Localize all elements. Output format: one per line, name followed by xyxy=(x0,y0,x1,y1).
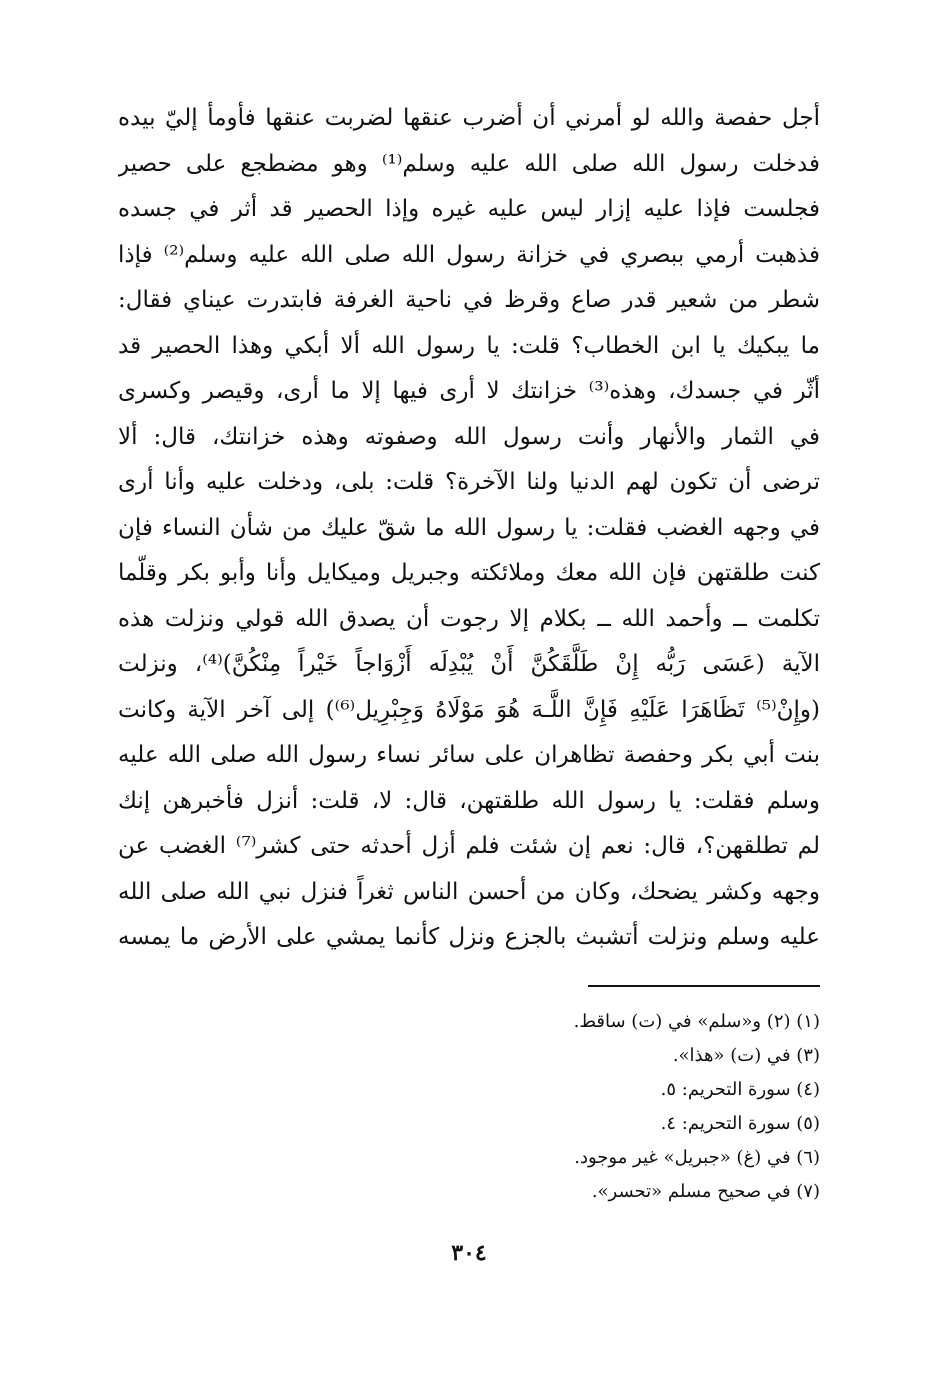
footnote-divider xyxy=(588,985,820,987)
text-line: شطر من شعير قدر صاع وقرظ في ناحية الغرفة فابتدرت عيناي فقال: xyxy=(118,287,820,313)
text-line: وجهه وكشر يضحك، وكان من أحسن الناس ثغراً فنزل نبي الله صلى الله xyxy=(118,878,820,905)
text-line: في وجهه الغضب فقلت: يا رسول الله ما شقّ عليك من شأن النساء فإن xyxy=(118,514,820,541)
text-line: (وإِنْ⁽⁵⁾ تَظَاهَرَا عَلَيْهِ فَإِنَّ اللَّـهَ هُوَ مَوْلَاهُ وَجِبْرِيل⁽⁶⁾) إلى آخر الآية وكانت xyxy=(118,696,820,723)
page-number: ٣٠٤ xyxy=(451,1240,487,1266)
text-line: تكلمت ــ وأحمد الله ــ بكلام إلا رجوت أن يصدق الله قولي ونزلت هذه xyxy=(118,605,820,632)
footnotes xyxy=(300,1005,820,1209)
text-line: كنت طلقتهن فإن الله معك وملائكته وجبريل وميكايل وأنا وأبو بكر وقلّما xyxy=(118,560,820,586)
footnote-item: (٥) سورة التحريم: ٤. xyxy=(660,1113,820,1134)
footnote-item: (٧) في صحيح مسلم «تحسر». xyxy=(591,1181,820,1202)
footnote-item: (١) (٢) و«سلم» في (ت) ساقط. xyxy=(573,1011,820,1032)
text-line: بنت أبي بكر وحفصة تظاهران على سائر نساء رسول الله صلى الله عليه xyxy=(118,742,820,768)
footnote-item: (٣) في (ت) «هذا». xyxy=(672,1045,820,1066)
text-line: وسلم فقلت: يا رسول الله طلقتهن، قال: لا، قلت: أنزل فأخبرهن إنك xyxy=(118,787,820,814)
text-line: الآية (عَسَى رَبُّه إِنْ طَلَّقَكُنَّ أَنْ يُبْدِلَه أَزْوَاجاً خَيْراً مِنْكُنَّ)⁽⁴⁾، ونزلت xyxy=(118,651,820,677)
main-text xyxy=(118,96,820,961)
text-line: في الثمار والأنهار وأنت رسول الله وصفوته وهذه خزانتك، قال: ألا xyxy=(118,423,820,450)
text-line: فدخلت رسول الله صلى الله عليه وسلم⁽¹⁾ وهو مضطجع على حصير xyxy=(118,150,820,177)
text-line: لم تطلقهن؟، قال: نعم إن شئت فلم أزل أحدثه حتى كشر⁽⁷⁾ الغضب عن xyxy=(118,833,820,859)
footnote-item: (٤) سورة التحريم: ٥. xyxy=(660,1079,820,1100)
text-line: ما يبكيك يا ابن الخطاب؟ قلت: يا رسول الله ألا أبكي وهذا الحصير قد xyxy=(118,332,820,359)
text-line: أجل حفصة والله لو أمرني أن أضرب عنقها لضربت عنقها فأومأ إليّ بيده xyxy=(118,105,820,131)
text-line: فجلست فإذا عليه إزار ليس عليه غيره وإذا الحصير قد أثر في جسده xyxy=(118,196,820,222)
text-line: أثّر في جسدك، وهذه⁽³⁾ خزانتك لا أرى فيها إلا ما أرى، وقيصر وكسرى xyxy=(118,378,820,404)
text-line: ترضى أن تكون لهم الدنيا ولنا الآخرة؟ قلت: بلى، ودخلت عليه وأنا أرى xyxy=(118,469,820,495)
text-line: عليه وسلم ونزلت أتشبث بالجزع ونزل كأنما يمشي على الأرض ما يمسه xyxy=(118,924,820,950)
footnote-item: (٦) في (غ) «جبريل» غير موجود. xyxy=(574,1147,820,1168)
text-line: فذهبت أرمي ببصري في خزانة رسول الله صلى الله عليه وسلم⁽²⁾ فإذا xyxy=(118,241,820,268)
